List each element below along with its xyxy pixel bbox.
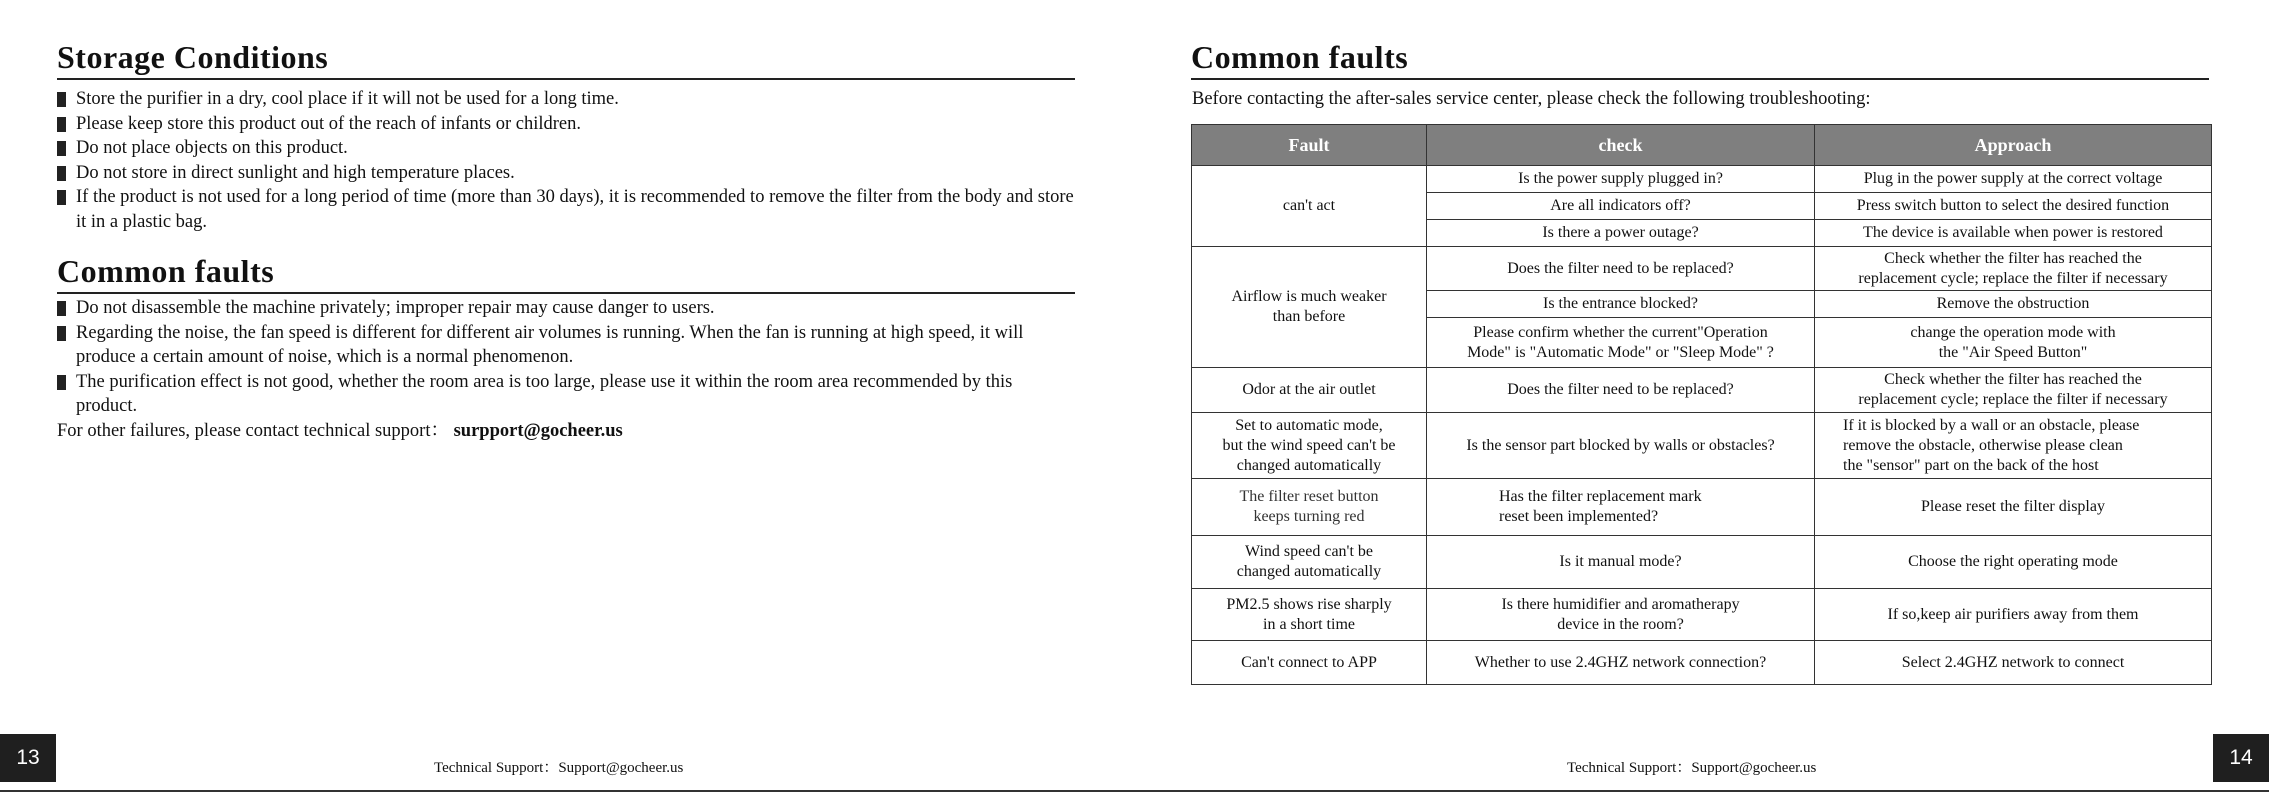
check-cell: Is it manual mode?: [1427, 536, 1815, 589]
table-row: [1192, 413, 2212, 479]
approach-cell: Select 2.4GHZ network to connect: [1815, 641, 2212, 685]
bullet-square-icon: [57, 92, 66, 107]
fault-cell: Set to automatic mode, but the wind speed can't be changed automatically: [1192, 413, 1427, 479]
check-cell: Are all indicators off?: [1427, 193, 1815, 220]
fault-cell: can't act: [1192, 166, 1427, 247]
check-cell: Does the filter need to be replaced?: [1427, 368, 1815, 413]
check-cell: Is there a power outage?: [1427, 220, 1815, 247]
approach-cell: Check whether the filter has reached the replacement cycle; replace the filter if necessary: [1815, 368, 2212, 413]
check-cell: Is the sensor part blocked by walls or obstacles?: [1427, 413, 1815, 479]
footer-support-text: Technical Support：Support@gocheer.us: [1567, 760, 1817, 776]
list-item: Do not place objects on this product.: [57, 136, 1075, 161]
approach-cell: Plug in the power supply at the correct voltage: [1815, 166, 2212, 193]
fault-cell: Can't connect to APP: [1192, 641, 1427, 685]
footer-support-text: Technical Support：Support@gocheer.us: [434, 760, 684, 776]
list-item: The purification effect is not good, whether the room area is too large, please use it within the room area recommended by this product.: [57, 370, 1057, 419]
table-row: [1192, 536, 2212, 589]
page-number: 13: [0, 734, 56, 782]
header-fault: Fault: [1192, 125, 1427, 166]
table-row: [1192, 479, 2212, 536]
common-faults-title: Common faults: [57, 252, 1075, 294]
support-email-link[interactable]: surpport@gocheer.us: [453, 421, 623, 441]
fault-cell: The filter reset button keeps turning red: [1192, 479, 1427, 536]
bullet-square-icon: [57, 166, 66, 181]
approach-cell: The device is available when power is restored: [1815, 220, 2212, 247]
bullet-square-icon: [57, 301, 66, 316]
table-row: [1192, 247, 2212, 291]
common-faults-list: [57, 296, 1057, 419]
table-header-row: [1192, 125, 2212, 166]
bottom-divider: [0, 790, 2269, 792]
approach-cell: If so,keep air purifiers away from them: [1815, 589, 2212, 641]
troubleshooting-intro: Before contacting the after-sales service center, please check the following troubleshooting:: [1192, 89, 1871, 109]
check-cell: Has the filter replacement mark reset been implemented?: [1427, 479, 1815, 536]
right-page: [1135, 0, 2269, 795]
approach-cell: change the operation mode with the "Air Speed Button": [1815, 318, 2212, 368]
list-item: Do not disassemble the machine privately; improper repair may cause danger to users.: [57, 296, 1057, 321]
approach-cell: Press switch button to select the desired function: [1815, 193, 2212, 220]
bullet-square-icon: [57, 375, 66, 390]
check-cell: Does the filter need to be replaced?: [1427, 247, 1815, 291]
check-cell: Is the power supply plugged in?: [1427, 166, 1815, 193]
table-row: [1192, 166, 2212, 193]
table-row: [1192, 589, 2212, 641]
list-item: If the product is not used for a long period of time (more than 30 days), it is recommended to remove the filter from the body and store it in a plastic bag.: [57, 185, 1075, 234]
fault-cell: Odor at the air outlet: [1192, 368, 1427, 413]
storage-conditions-title: Storage Conditions: [57, 38, 1075, 80]
storage-conditions-list: [57, 87, 1075, 234]
check-cell: Is the entrance blocked?: [1427, 291, 1815, 318]
troubleshooting-table: [1191, 124, 2212, 685]
bullet-square-icon: [57, 190, 66, 205]
bullet-square-icon: [57, 141, 66, 156]
check-cell: Whether to use 2.4GHZ network connection?: [1427, 641, 1815, 685]
bullet-square-icon: [57, 326, 66, 341]
list-item: Do not store in direct sunlight and high temperature places.: [57, 161, 1075, 186]
list-item: Please keep store this product out of the reach of infants or children.: [57, 112, 1075, 137]
list-item: Regarding the noise, the fan speed is different for different air volumes is running. When the fan is running at high speed, it will produce a certain amount of noise, which is a normal phenomenon.: [57, 321, 1057, 370]
common-faults-title: Common faults: [1191, 38, 2209, 80]
header-approach: Approach: [1815, 125, 2212, 166]
approach-cell: Remove the obstruction: [1815, 291, 2212, 318]
approach-cell: Choose the right operating mode: [1815, 536, 2212, 589]
table-row: [1192, 368, 2212, 413]
list-item: Store the purifier in a dry, cool place if it will not be used for a long time.: [57, 87, 1075, 112]
approach-cell: Please reset the filter display: [1815, 479, 2212, 536]
fault-cell: Airflow is much weaker than before: [1192, 247, 1427, 368]
approach-cell: If it is blocked by a wall or an obstacle, please remove the obstacle, otherwise please clean the "sensor" part on the back of the host: [1815, 413, 2212, 479]
table-row: [1192, 641, 2212, 685]
check-cell: Is there humidifier and aromatherapy device in the room?: [1427, 589, 1815, 641]
fault-cell: Wind speed can't be changed automatically: [1192, 536, 1427, 589]
page-number: 14: [2213, 734, 2269, 782]
check-cell: Please confirm whether the current"Operation Mode" is "Automatic Mode" or "Sleep Mode" ?: [1427, 318, 1815, 368]
bullet-square-icon: [57, 117, 66, 132]
support-contact-line: [57, 418, 623, 444]
approach-cell: Check whether the filter has reached the replacement cycle; replace the filter if necessary: [1815, 247, 2212, 291]
header-check: check: [1427, 125, 1815, 166]
left-page: [0, 0, 1134, 795]
support-prefix: For other failures, please contact technical support：: [57, 421, 449, 441]
fault-cell: PM2.5 shows rise sharply in a short time: [1192, 589, 1427, 641]
